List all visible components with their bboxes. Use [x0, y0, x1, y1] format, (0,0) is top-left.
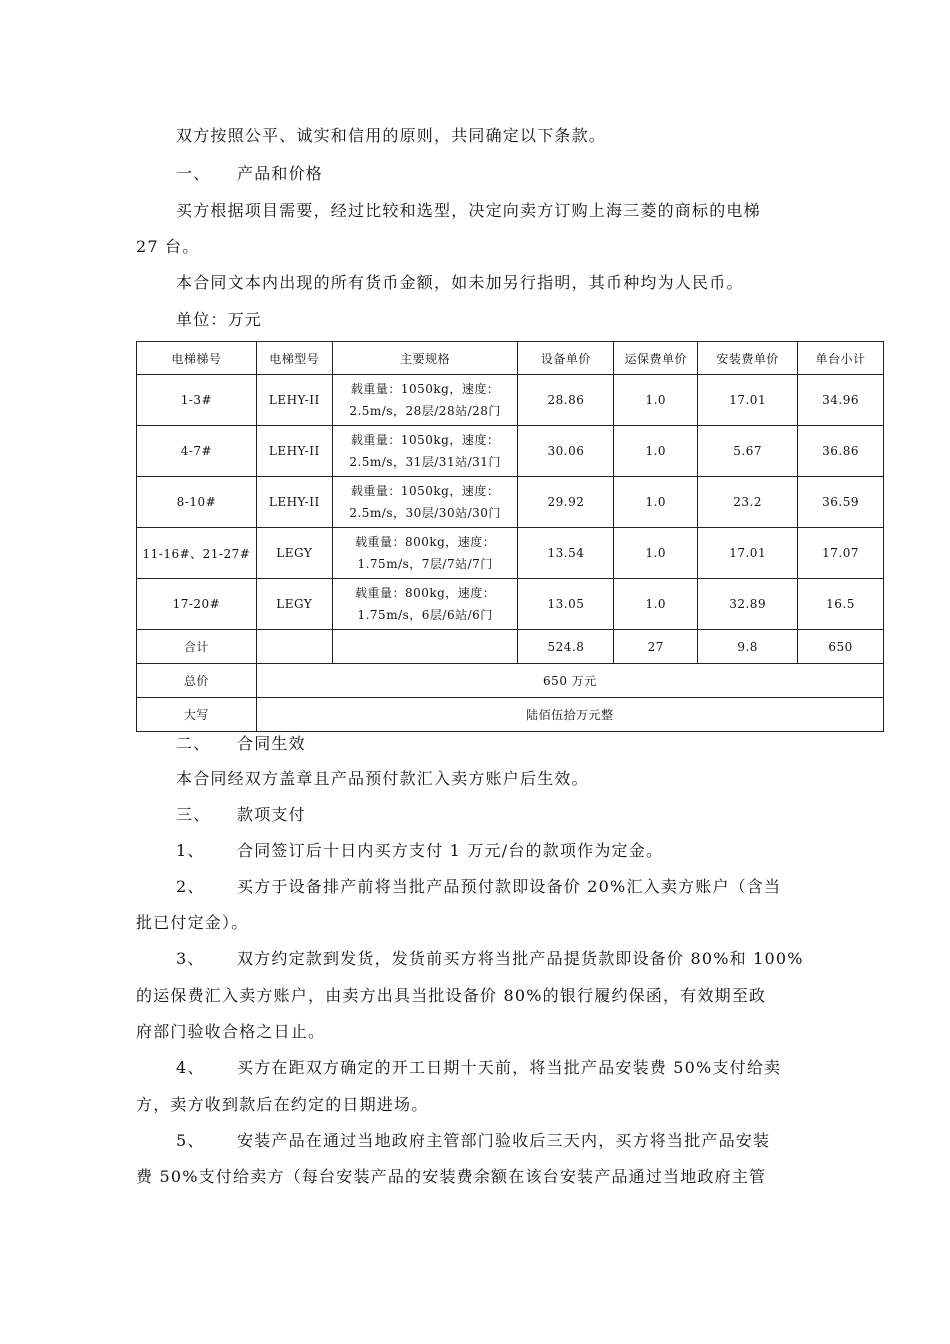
section-3-title: 款项支付: [237, 805, 306, 824]
cell-install-price: 32.89: [698, 579, 798, 630]
section-2-number: 二、: [176, 734, 211, 753]
capital-label: 大写: [137, 698, 257, 732]
total-value: 650 万元: [256, 664, 883, 698]
sum-equipment: 524.8: [518, 630, 614, 664]
header-elevator-model: 电梯型号: [256, 342, 332, 375]
item-2-number: 2、: [176, 877, 205, 896]
cell-install-price: 5.67: [698, 426, 798, 477]
item-2-line-2: 批已付定金）。: [136, 913, 249, 932]
spec-line-2: 1.75m/s，7层/7站/7门: [357, 557, 493, 571]
cell-elevator-no: 8-10#: [137, 477, 257, 528]
cell-unit-subtotal: 36.86: [798, 426, 884, 477]
elevator-price-table: [136, 341, 884, 732]
cell-equipment-price: 28.86: [518, 375, 614, 426]
cell-install-price: 23.2: [698, 477, 798, 528]
cell-elevator-no: 17-20#: [137, 579, 257, 630]
cell-elevator-model: LEGY: [256, 579, 332, 630]
cell-install-price: 17.01: [698, 528, 798, 579]
cell-unit-subtotal: 16.5: [798, 579, 884, 630]
section-2-title: 合同生效: [237, 734, 306, 753]
item-4-number: 4、: [176, 1058, 205, 1077]
spec-line-1: 载重量：1050kg，速度：: [350, 484, 500, 498]
sum-subtotal: 650: [798, 630, 884, 664]
paragraph-1-line-1: 买方根据项目需要，经过比较和选型，决定向卖方订购上海三菱的商标的电梯: [176, 201, 761, 220]
table-sum-row: [137, 630, 884, 664]
sum-label: 合计: [137, 630, 257, 664]
item-2-line-1: 买方于设备排产前将当批产品预付款即设备价 20%汇入卖方账户（含当: [237, 877, 782, 896]
cell-freight-price: 1.0: [614, 477, 698, 528]
sum-empty-cell: [256, 630, 332, 664]
unit-label: 单位：万元: [176, 310, 263, 329]
table-row: [137, 375, 884, 426]
paragraph-3: 本合同经双方盖章且产品预付款汇入卖方账户后生效。: [176, 769, 589, 788]
cell-main-spec: [332, 528, 518, 579]
cell-freight-price: 1.0: [614, 579, 698, 630]
cell-equipment-price: 29.92: [518, 477, 614, 528]
cell-install-price: 17.01: [698, 375, 798, 426]
header-main-spec: 主要规格: [332, 342, 518, 375]
cell-freight-price: 1.0: [614, 375, 698, 426]
item-4-line-2: 方，卖方收到款后在约定的日期进场。: [136, 1095, 429, 1114]
table-total-row: [137, 664, 884, 698]
capital-value: 陆佰伍拾万元整: [256, 698, 883, 732]
table-row: [137, 477, 884, 528]
section-1-title: 产品和价格: [237, 164, 324, 183]
spec-line-2: 2.5m/s，31层/31站/31门: [349, 455, 501, 469]
item-1-line-1: 合同签订后十日内买方支付 1 万元/台的款项作为定金。: [237, 841, 664, 860]
item-4-line-1: 买方在距双方确定的开工日期十天前，将当批产品安装费 50%支付给卖: [237, 1058, 782, 1077]
intro-paragraph: 双方按照公平、诚实和信用的原则，共同确定以下条款。: [176, 126, 607, 145]
sum-empty-cell: [332, 630, 518, 664]
item-5-number: 5、: [176, 1131, 205, 1150]
cell-elevator-no: 4-7#: [137, 426, 257, 477]
spec-line-2: 2.5m/s，30层/30站/30门: [349, 506, 501, 520]
table-capital-row: [137, 698, 884, 732]
paragraph-2: 本合同文本内出现的所有货币金额，如未加另行指明，其币种均为人民币。: [176, 273, 744, 292]
cell-freight-price: 1.0: [614, 528, 698, 579]
cell-elevator-no: 1-3#: [137, 375, 257, 426]
sum-freight: 27: [614, 630, 698, 664]
header-freight-price: 运保费单价: [614, 342, 698, 375]
spec-line-1: 载重量：800kg，速度：: [354, 535, 496, 549]
spec-line-2: 2.5m/s，28层/28站/28门: [349, 404, 501, 418]
cell-freight-price: 1.0: [614, 426, 698, 477]
cell-equipment-price: 13.54: [518, 528, 614, 579]
cell-main-spec: [332, 477, 518, 528]
cell-main-spec: [332, 375, 518, 426]
section-1-number: 一、: [176, 164, 211, 183]
section-3-number: 三、: [176, 805, 211, 824]
paragraph-1-line-2: 27 台。: [136, 237, 200, 256]
spec-line-1: 载重量：1050kg，速度：: [350, 433, 500, 447]
sum-install: 9.8: [698, 630, 798, 664]
header-elevator-no: 电梯梯号: [137, 342, 257, 375]
spec-line-2: 1.75m/s，6层/6站/6门: [357, 608, 493, 622]
item-5-line-1: 安装产品在通过当地政府主管部门验收后三天内，买方将当批产品安装: [237, 1131, 771, 1150]
cell-elevator-model: LEGY: [256, 528, 332, 579]
spec-line-1: 载重量：1050kg，速度：: [350, 382, 500, 396]
table-row: [137, 426, 884, 477]
spec-line-1: 载重量：800kg，速度：: [354, 586, 496, 600]
cell-equipment-price: 13.05: [518, 579, 614, 630]
cell-unit-subtotal: 36.59: [798, 477, 884, 528]
header-unit-subtotal: 单台小计: [798, 342, 884, 375]
cell-elevator-model: LEHY-II: [256, 375, 332, 426]
cell-equipment-price: 30.06: [518, 426, 614, 477]
cell-main-spec: [332, 579, 518, 630]
item-3-line-1: 双方约定款到发货，发货前买方将当批产品提货款即设备价 80%和 100%: [237, 949, 804, 968]
table-header-row: [137, 342, 884, 375]
table-row: [137, 528, 884, 579]
cell-main-spec: [332, 426, 518, 477]
item-1-number: 1、: [176, 841, 205, 860]
cell-unit-subtotal: 17.07: [798, 528, 884, 579]
item-3-line-2: 的运保费汇入卖方账户，由卖方出具当批设备价 80%的银行履约保函，有效期至政: [136, 986, 767, 1005]
total-label: 总价: [137, 664, 257, 698]
cell-unit-subtotal: 34.96: [798, 375, 884, 426]
header-equipment-price: 设备单价: [518, 342, 614, 375]
item-5-line-2: 费 50%支付给卖方（每台安装产品的安装费余额在该台安装产品通过当地政府主管: [136, 1167, 767, 1186]
item-3-line-3: 府部门验收合格之日止。: [136, 1022, 326, 1041]
table-row: [137, 579, 884, 630]
cell-elevator-model: LEHY-II: [256, 477, 332, 528]
cell-elevator-no: 11-16#、21-27#: [137, 528, 257, 579]
cell-elevator-model: LEHY-II: [256, 426, 332, 477]
item-3-number: 3、: [176, 949, 205, 968]
header-install-price: 安装费单价: [698, 342, 798, 375]
